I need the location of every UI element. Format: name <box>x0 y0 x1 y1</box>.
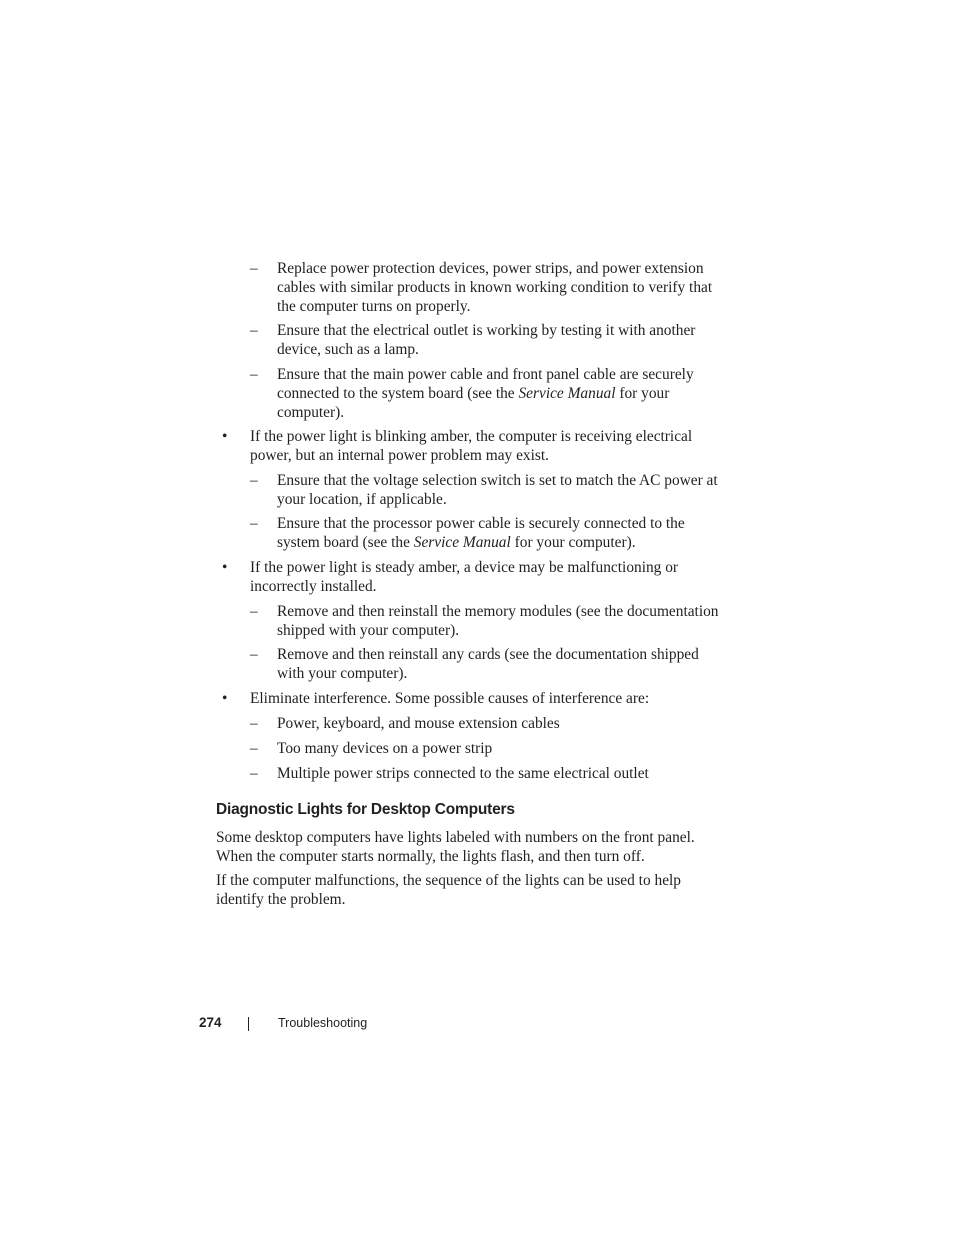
dash-marker: – <box>250 472 258 489</box>
dash-marker: – <box>250 765 258 782</box>
page-number: 274 <box>199 1015 222 1030</box>
dash-marker: – <box>250 646 258 663</box>
list-item-text: Power, keyboard, and mouse extension cables <box>277 715 560 732</box>
dash-marker: – <box>250 603 258 620</box>
bullet-item-text: If the power light is steady amber, a device may be malfunctioning or incorrectly installed. <box>250 559 679 595</box>
list-item-text: Remove and then reinstall any cards (see the documentation shipped with your computer). <box>277 646 699 682</box>
list-item-text: Replace power protection devices, power strips, and power extension cables with similar products in known working condition to verify that the computer turns on properly. <box>277 260 713 315</box>
dash-marker: – <box>250 740 258 757</box>
list-item-text: Remove and then reinstall the memory modules (see the documentation shipped with your computer). <box>277 603 719 639</box>
section-heading: Diagnostic Lights for Desktop Computers <box>216 801 515 818</box>
bullet-marker: • <box>222 559 228 576</box>
list-item-text: Too many devices on a power strip <box>277 740 493 757</box>
manual-reference: Service Manual <box>413 534 511 551</box>
list-item-text: Ensure that the main power cable and front panel cable are securely connected to the system board (see the Service Manual for your computer). <box>277 366 694 421</box>
dash-marker: – <box>250 515 258 532</box>
paragraph: If the computer malfunctions, the sequence of the lights can be used to help identify the problem. <box>216 872 681 908</box>
bullet-item-text: If the power light is blinking amber, the computer is receiving electrical power, but an internal power problem may exist. <box>250 428 693 464</box>
paragraph: Some desktop computers have lights labeled with numbers on the front panel. When the computer starts normally, the lights flash, and then turn off. <box>216 829 695 865</box>
bullet-marker: • <box>222 690 228 707</box>
dash-marker: – <box>250 715 258 732</box>
dash-marker: – <box>250 260 258 277</box>
manual-reference: Service Manual <box>518 385 616 402</box>
list-item-text: Ensure that the electrical outlet is working by testing it with another device, such as a lamp. <box>277 322 696 358</box>
list-item-text: Multiple power strips connected to the same electrical outlet <box>277 765 649 782</box>
list-item-text: Ensure that the processor power cable is securely connected to the system board (see the Service Manual for your computer). <box>277 515 685 551</box>
footer-section-title: Troubleshooting <box>278 1016 368 1030</box>
dash-marker: – <box>250 322 258 339</box>
bullet-marker: • <box>222 428 228 445</box>
list-item-text: Ensure that the voltage selection switch is set to match the AC power at your location, if applicable. <box>277 472 718 508</box>
footer-divider <box>248 1017 249 1031</box>
bullet-item-text: Eliminate interference. Some possible causes of interference are: <box>250 690 650 707</box>
dash-marker: – <box>250 366 258 383</box>
